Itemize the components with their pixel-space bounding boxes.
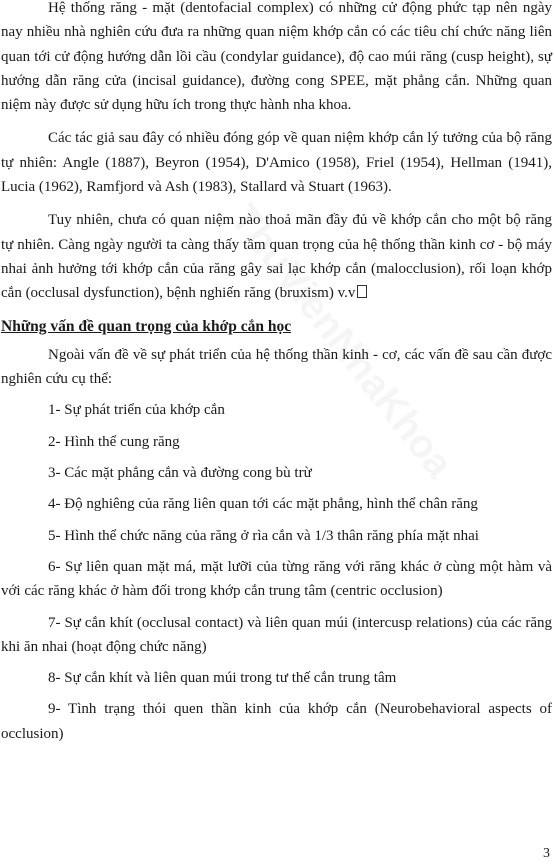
list-item: 4- Độ nghiêng của răng liên quan tới các mặt phẳng, hình thể chân răng bbox=[48, 496, 478, 513]
section-intro: Ngoài vấn đề về sự phát triển của hệ thống thần kinh - cơ, các vấn đề sau cần được nghiên cứu cụ thể: bbox=[1, 346, 552, 388]
list-item: 6- Sự liên quan mặt má, mặt lưỡi của từng răng với răng khác ở cùng một hàm và với các răng khác ở hàm đối trong khớp cắn trung tâm (centric occlusion) bbox=[1, 558, 552, 600]
list-item: 2- Hình thể cung răng bbox=[48, 433, 180, 450]
page-number: 3 bbox=[543, 846, 550, 861]
list-item: 3- Các mặt phẳng cắn và đường cong bù trừ bbox=[48, 465, 312, 482]
list-item: 8- Sự cắn khít và liên quan múi trong tư thế cắn trung tâm bbox=[48, 670, 397, 687]
paragraph-authors: Các tác giả sau đây có nhiều đóng góp về quan niệm khớp cắn lý tưởng của bộ răng tự nhiên: Angle (1887), Beyron (1954), D'Amico (1958), Friel (1954), Hellman (1941), Lucia (1962), Ramfjord và Ash (1983), Stallard và Stuart (1963). bbox=[1, 130, 552, 196]
list-item: 9- Tình trạng thói quen thần kinh của khớp cắn (Neurobehavioral aspects of occlusion) bbox=[1, 701, 552, 742]
paragraph-dentofacial: Hệ thống răng - mặt (dentofacial complex) có những cử động phức tạp nên ngày nay nhiều nhà nghiên cứu đưa ra những quan niệm khớp cắn có các tiêu chí chức năng liên quan tới cử động hướng dẫn lồi cầu (condylar guidance), độ cao múi răng (cusp height), sự hướng dẫn răng cửa (incisal guidance), đường cong SPEE, mặt phẳng cắn. Những quan niệm này được sử dụng hữu ích trong thực hành nha khoa. bbox=[1, 0, 552, 114]
missing-glyph-box bbox=[357, 285, 367, 298]
list-item: 7- Sự cắn khít (occlusal contact) và liên quan múi (intercusp relations) của các răng khi ăn nhai (hoạt động chức năng) bbox=[1, 614, 552, 655]
section-heading: Những vấn đề quan trọng của khớp cắn học bbox=[1, 317, 292, 335]
paragraph-neuromuscular bbox=[1, 208, 552, 305]
paragraph-neuromuscular-text: Tuy nhiên, chưa có quan niệm nào thoả mãn đầy đủ về khớp cắn cho một bộ răng tự nhiên. Càng ngày người ta càng thấy tầm quan trọng của hệ thống thần kinh cơ - bộ máy nhai ảnh hưởng tới khớp cắn của răng gây sai lạc khớp cắn (malocclusion), rối loạn khớp cắn (occlusal dysfunction), bệnh nghiến răng (bruxism) v.v bbox=[1, 212, 552, 302]
list-item: 1- Sự phát triển của khớp cắn bbox=[48, 402, 225, 419]
page-content bbox=[1, 0, 552, 753]
list-item: 5- Hình thể chức năng của răng ở rìa cắn và 1/3 thân răng phía mặt nhai bbox=[48, 527, 479, 544]
